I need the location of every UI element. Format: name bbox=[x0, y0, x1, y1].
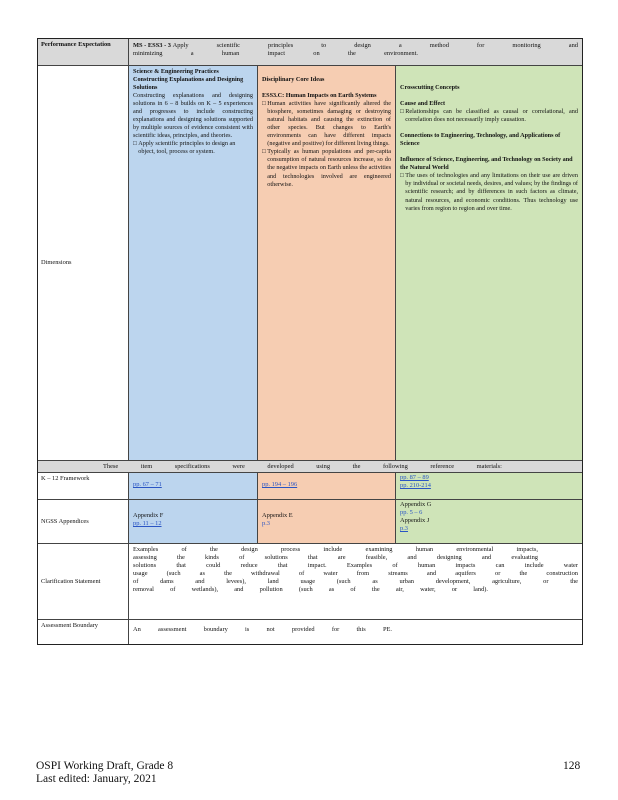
bullet-icon: □ bbox=[133, 140, 139, 148]
reference-word: item bbox=[140, 463, 153, 470]
performance-expectation-text bbox=[129, 39, 582, 65]
dimensions-row bbox=[38, 66, 582, 461]
assessment-boundary-row bbox=[38, 620, 582, 644]
dimensions-label: Dimensions bbox=[38, 66, 129, 460]
assessment-boundary-label: Assessment Boundary bbox=[38, 620, 129, 644]
sep-heading: Science & Engineering Practices bbox=[133, 68, 219, 75]
dci-bullet-2: Typically as human populations and per-capita consumption of natural resources increase, so do the negative impacts on Earth unless the activities and technologies involved are engineered otherwise. bbox=[267, 148, 391, 188]
sep-body: Constructing explanations and designing solutions in 6 – 8 builds on K – 5 experiences and progresses to include constructing explanations and designing solutions supported by multiple sources of evidence consistent with scientific ideas, principles, and theories. bbox=[133, 92, 253, 140]
clarification-line: removal of wetlands), and pollution (such as of the air, water, or land). bbox=[133, 586, 488, 593]
ccc-heading: Crosscutting Concepts bbox=[400, 84, 460, 91]
ccc-subheading-connections: Connections to Engineering, Technology, and Applications of Science bbox=[400, 132, 561, 148]
clarification-statement-row bbox=[38, 544, 582, 620]
dci-subheading: ESS3.C: Human Impacts on Earth Systems bbox=[262, 92, 377, 100]
clarification-statement-text bbox=[129, 544, 582, 619]
ngss-sep-appendix: Appendix F bbox=[133, 512, 164, 519]
ngss-dci-appendix: Appendix E bbox=[262, 512, 293, 519]
assessment-boundary-text: An assessment boundary is not provided for this PE. bbox=[133, 626, 392, 633]
reference-word: specifications bbox=[174, 463, 210, 470]
ngss-sep-pages-link[interactable]: pp. 11 – 12 bbox=[133, 520, 162, 527]
clarification-line: usage (such as the withdrawal of water from streams and aquifers or the construction bbox=[133, 570, 578, 577]
sep-bullet: Apply scientific principles to design an object, tool, process or system. bbox=[138, 140, 236, 156]
performance-expectation-table bbox=[37, 38, 583, 645]
clarification-statement-label: Clarification Statement bbox=[38, 544, 129, 619]
ngss-dci-page[interactable]: p.3 bbox=[262, 520, 270, 527]
bullet-icon: □ bbox=[400, 172, 406, 180]
reference-materials-row bbox=[38, 461, 582, 473]
clarification-line: Examples of the design process include examining human environmental impacts, bbox=[133, 546, 538, 553]
ngss-appendices-row bbox=[38, 500, 582, 544]
reference-word: reference bbox=[430, 463, 455, 470]
reference-word: following bbox=[382, 463, 408, 470]
k12-dci-pages-link[interactable]: pp. 194 – 196 bbox=[262, 481, 298, 488]
pe-code: MS - ESS3 - 3 bbox=[133, 42, 171, 49]
ccc-subheading-cause-effect: Cause and Effect bbox=[400, 100, 446, 108]
reference-word: were bbox=[232, 463, 245, 470]
k12-sep-pages-link[interactable]: pp. 67 – 71 bbox=[133, 481, 162, 488]
reference-materials-text bbox=[38, 461, 582, 472]
page-footer bbox=[36, 760, 173, 786]
ngss-ccc-appendix-j: Appendix J bbox=[400, 517, 430, 524]
bullet-icon: □ bbox=[262, 148, 268, 156]
k12-ccc-pages-link-2[interactable]: pp. 210-214 bbox=[400, 482, 431, 489]
ccc-subheading-influence: Influence of Science, Engineering, and Technology on Society and the Natural World bbox=[400, 156, 573, 172]
clarification-line: solutions that could reduce that impact. Examples of human impacts can include water bbox=[133, 562, 578, 569]
reference-word: using bbox=[316, 463, 331, 470]
ccc-bullet-1: Relationships can be classified as causal or correlational, and correlation does not necessarily imply causation. bbox=[405, 108, 578, 124]
ngss-appendices-label: NGSS Appendices bbox=[38, 500, 129, 543]
science-engineering-practices-column bbox=[129, 66, 258, 460]
clarification-line: assessing the kinds of solutions that are feasible, and designing and evaluating bbox=[133, 554, 538, 561]
disciplinary-core-ideas-column bbox=[258, 66, 396, 460]
footer-draft-title: OSPI Working Draft, Grade 8 bbox=[36, 760, 174, 772]
reference-word: the bbox=[352, 463, 361, 470]
footer-last-edited: Last edited: January, 2021 bbox=[36, 773, 157, 785]
crosscutting-concepts-column bbox=[396, 66, 582, 460]
ccc-bullet-2: The uses of technologies and any limitations on their use are driven by individual or societal needs, desires, and values; by the findings of scientific research; and by differences in such factors as climate, natural resources, and economic conditions. Thus technology use varies from region to region and over time. bbox=[405, 172, 578, 212]
performance-expectation-row bbox=[38, 39, 582, 66]
bullet-icon: □ bbox=[400, 108, 406, 116]
clarification-line: of dams and levees), land usage (such as urban development, agriculture, or the bbox=[133, 578, 578, 585]
k12-framework-row bbox=[38, 473, 582, 500]
reference-word: These bbox=[103, 463, 119, 470]
k12-framework-label: K – 12 Framework bbox=[38, 473, 129, 499]
pe-text-line1: Apply scientific principles to design a method for monitoring and bbox=[172, 42, 578, 49]
sep-subheading: Constructing Explanations and Designing Solutions bbox=[133, 76, 244, 92]
reference-word: materials: bbox=[476, 463, 502, 470]
k12-ccc-pages-link-1[interactable]: pp. 87 – 89 bbox=[400, 474, 429, 481]
ngss-ccc-pages-j[interactable]: p.3 bbox=[400, 525, 408, 532]
dci-bullet-1: Human activities have significantly altered the biosphere, sometimes damaging or destroying natural habitats and causing the extinction of other species. But changes to Earth's environments can have different impacts (negative and positive) for different living things. bbox=[267, 100, 391, 148]
reference-word: developed bbox=[267, 463, 294, 470]
dci-heading: Disciplinary Core Ideas bbox=[262, 76, 325, 83]
ngss-ccc-appendix-g: Appendix G bbox=[400, 501, 432, 508]
page-number: 128 bbox=[563, 760, 581, 772]
pe-text-line2: minimizing a human impact on the environment. bbox=[133, 50, 418, 57]
bullet-icon: □ bbox=[262, 100, 268, 108]
performance-expectation-label: Performance Expectation bbox=[38, 39, 129, 65]
ngss-ccc-pages-g[interactable]: pp. 5 – 6 bbox=[400, 509, 423, 516]
